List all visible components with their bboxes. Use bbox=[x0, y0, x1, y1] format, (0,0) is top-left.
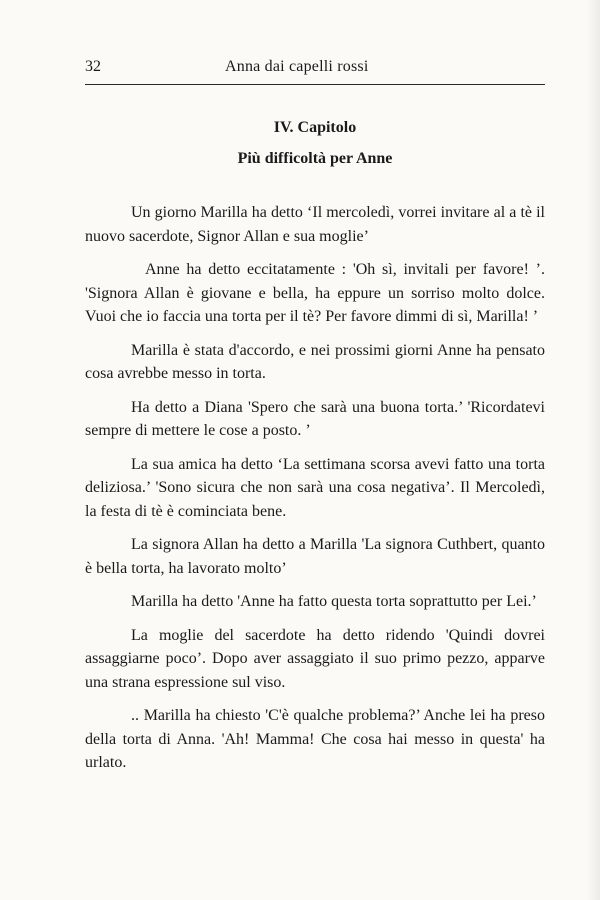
paragraph: La moglie del sacerdote ha detto ridendo 'Quindi dovrei assaggiarne poco’. Dopo aver assaggiato il suo primo pezzo, apparve una strana espressione sul viso. bbox=[85, 626, 545, 691]
paragraph: La signora Allan ha detto a Marilla 'La signora Cuthbert, quanto è bella torta, ha lavorato molto’ bbox=[85, 536, 545, 577]
paragraph: Marilla è stata d'accordo, e nei prossimi giorni Anne ha pensato cosa avrebbe messo in torta. bbox=[85, 341, 545, 382]
paragraph: .. Marilla ha chiesto 'C'è qualche problema?’ Anche lei ha preso della torta di Anna. 'Ah! Mamma! Che cosa hai messo in questa' ha urlato. bbox=[85, 707, 545, 771]
paragraph: La sua amica ha detto ‘La settimana scorsa avevi fatto una torta deliziosa.’ 'Sono sicura che non sarà una cosa negativa’. Il Mercoledì, la festa di tè è cominciata bene. bbox=[85, 455, 545, 520]
chapter-title: Più difficoltà per Anne bbox=[237, 150, 393, 167]
paragraph: Anne ha detto eccitatamente : 'Oh sì, invitali per favore! ’. 'Signora Allan è giovane e bella, ha eppure un sorriso molto dolce. Vuoi che io faccia una torta per il tè? Per favore dimmi di sì, Marilla! ’ bbox=[85, 261, 545, 325]
paragraph: Marilla ha detto 'Anne ha fatto questa torta soprattutto per Lei.’ bbox=[131, 593, 537, 610]
paragraph: Ha detto a Diana 'Spero che sarà una buona torta.’ 'Ricordatevi sempre di mettere le cose a posto. ’ bbox=[85, 398, 545, 439]
running-header bbox=[85, 56, 545, 85]
page-edge-shadow bbox=[586, 0, 600, 900]
page-number: 32 bbox=[85, 58, 101, 75]
paragraph: Un giorno Marilla ha detto ‘Il mercoledì, vorrei invitare al a tè il nuovo sacerdote, Signor Allan e sua moglie’ bbox=[85, 204, 545, 245]
body-text bbox=[85, 201, 545, 785]
running-title: Anna dai capelli rossi bbox=[225, 58, 369, 75]
chapter-label: IV. Capitolo bbox=[273, 119, 357, 136]
